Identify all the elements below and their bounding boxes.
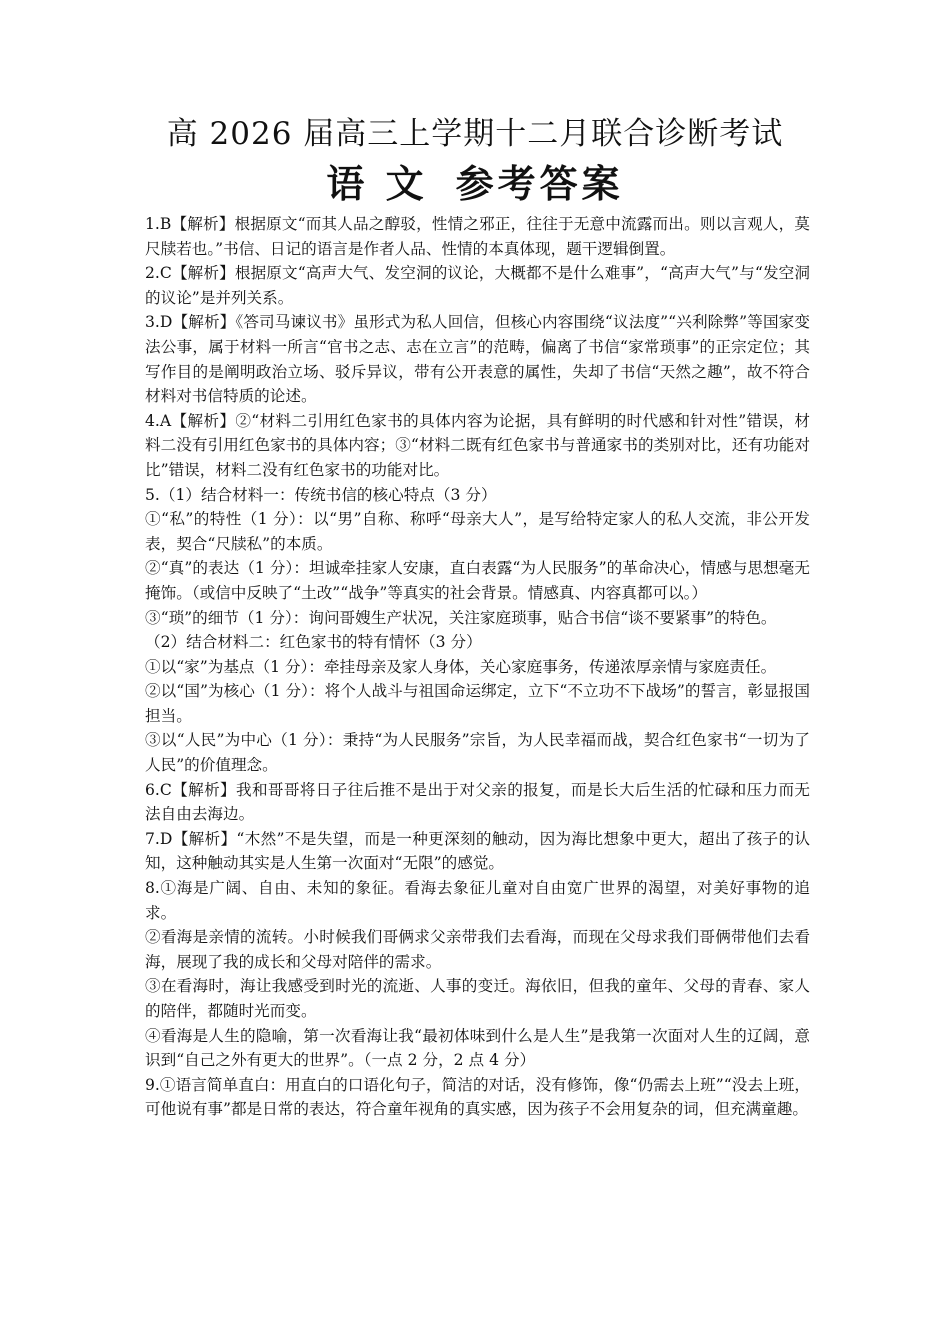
answer-paragraph: （2）结合材料二：红色家书的特有情怀（3 分） (145, 633, 482, 652)
answer-paragraph: 9.①语言简单直白：用直白的口语化句子，简洁的对话，没有修饰，像“仍需去上班”“没去上班，可他说有事”都是日常的表达，符合童年视角的真实感，因为孩子不会用复杂的词，但充满童趣。 (145, 1075, 810, 1119)
answer-paragraph: 2.C【解析】根据原文“高声大气、发空洞的议论，大概都不是什么难事”，“高声大气”与“发空洞的议论”是并列关系。 (145, 264, 810, 307)
answer-paragraph: ②以“国”为核心（1 分）：将个人战斗与祖国命运绑定，立下“不立功不下战场”的誓言，彰显报国担当。 (145, 682, 810, 725)
answer-paragraph: ②“真”的表达（1 分）：坦诚牵挂家人安康，直白表露“为人民服务”的革命决心，情感与思想毫无掩饰。（或信中反映了“土改”“战争”等真实的社会背景。情感真、内容真都可以。） (145, 559, 810, 602)
answer-paragraph: 3.D【解析】《答司马谏议书》虽形式为私人回信，但核心内容围绕“议法度”“兴利除弊”等国家变法公事，属于材料一所言“官书之志、志在立言”的范畴，偏离了书信“家常琐事”的正宗定位；其写作目的是阐明政治立场、驳斥异议，带有公开表意的属性，失却了书信“天然之趣”，故不符合材料对书信特质的论述。 (145, 313, 810, 406)
answer-paragraph: ③在看海时，海让我感受到时光的流逝、人事的变迁。海依旧，但我的童年、父母的青春、家人的陪伴，都随时光而变。 (145, 977, 810, 1020)
exam-title: 高 2026 届高三上学期十二月联合诊断考试 (166, 116, 784, 152)
answer-paragraph: ②看海是亲情的流转。小时候我们哥俩求父亲带我们去看海，而现在父母求我们哥俩带他们去看海，展现了我的成长和父母对陪伴的需求。 (145, 928, 810, 971)
answer-paragraph: 6.C【解析】我和哥哥将日子往后推不是出于对父亲的报复，而是长大后生活的忙碌和压力而无法自由去海边。 (145, 780, 810, 824)
subject-name: 语 文 (326, 161, 428, 206)
answer-paragraph: 8.①海是广阔、自由、未知的象征。看海去象征儿童对自由宽广世界的渴望，对美好事物的追求。 (145, 879, 810, 922)
answer-title: 参考答案 (455, 161, 624, 206)
answer-paragraph: ①以“家”为基点（1 分）：牵挂母亲及家人身体，关心家庭事务，传递浓厚亲情与家庭责任。 (145, 657, 777, 676)
answer-paragraph: 4.A【解析】②“材料二引用红色家书的具体内容为论据，具有鲜明的时代感和针对性”错误，材料二没有引用红色家书的具体内容；③“材料二既有红色家书与普通家书的类别对比，还有功能对比”错误，材料二没有红色家书的功能对比。 (145, 411, 810, 479)
answer-paragraph: ④看海是人生的隐喻，第一次看海让我“最初体味到什么是人生”是我第一次面对人生的辽阔，意识到“自己之外有更大的世界”。（一点 2 分，2 点 4 分） (145, 1026, 810, 1070)
answer-paragraph: ③以“人民”为中心（1 分）：秉持“为人民服务”宗旨，为人民幸福而战，契合红色家书“一切为了人民”的价值理念。 (145, 731, 810, 775)
answer-key-heading (0, 160, 950, 208)
answer-paragraph: 7.D【解析】“木然”不是失望，而是一种更深刻的触动，因为海比想象中更大，超出了孩子的认知，这种触动其实是人生第一次面对“无限”的感觉。 (145, 829, 810, 873)
answer-paragraph: 5.（1）结合材料一：传统书信的核心特点（3 分） (145, 485, 497, 504)
answer-paragraph: ③“琐”的细节（1 分）：询问哥嫂生产状况，关注家庭琐事，贴合书信“谈不要紧事”的特色。 (145, 608, 777, 627)
answer-paragraph: 1.B【解析】根据原文“而其人品之醇驳，性情之邪正，往往于无意中流露而出。则以言观人，莫尺牍若也。”书信、日记的语言是作者人品、性情的本真体现，题干逻辑倒置。 (145, 215, 810, 258)
answer-content (145, 212, 810, 1122)
answer-paragraph: ①“私”的特性（1 分）：以“男”自称、称呼“母亲大人”，是写给特定家人的私人交流，非公开发表，契合“尺牍私”的本质。 (145, 510, 810, 553)
